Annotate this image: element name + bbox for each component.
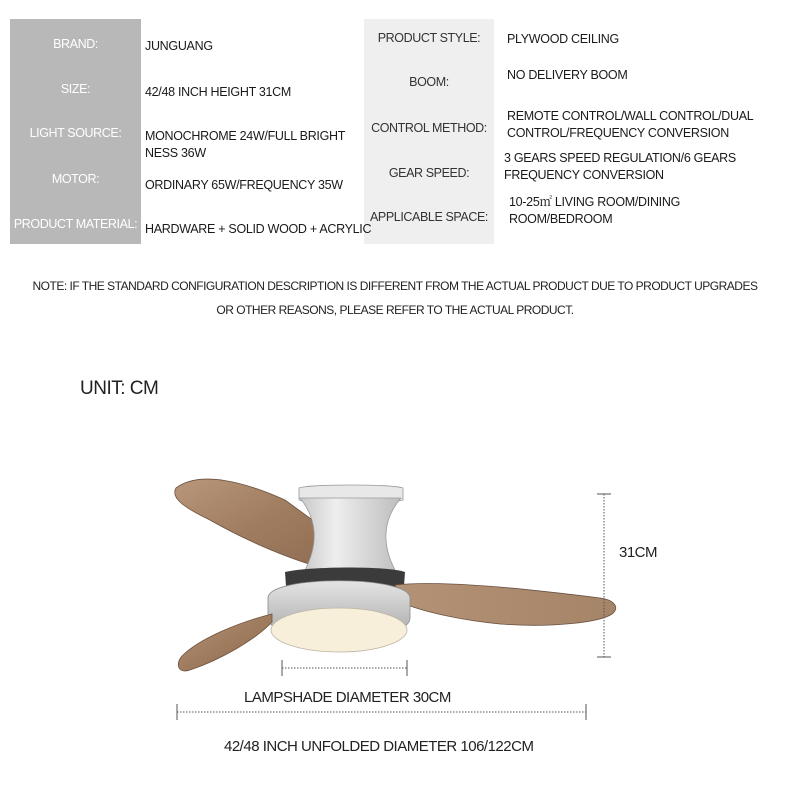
spec-value-boom: NO DELIVERY BOOM	[507, 68, 628, 82]
unit-label: UNIT: CM	[80, 378, 159, 399]
spec-value-product-material: HARDWARE + SOLID WOOD + ACRYLIC	[145, 222, 372, 236]
spec-label-brand: BRAND:	[53, 37, 98, 51]
spec-value-motor: ORDINARY 65W/FREQUENCY 35W	[145, 178, 343, 192]
spec-value-control-method: REMOTE CONTROL/WALL CONTROL/DUAL CONTROL/FREQUENCY CONVERSION	[507, 109, 753, 140]
height-dimension-label: 31CM	[619, 544, 658, 561]
spec-label-motor: MOTOR:	[51, 172, 100, 186]
spec-label-light-source: LIGHT SOURCE:	[29, 126, 122, 140]
note-line-2: OR OTHER REASONS, PLEASE REFER TO THE ACTUAL PRODUCT.	[216, 303, 574, 317]
spec-label-control-method: CONTROL METHOD:	[371, 121, 487, 135]
fan-blade-right	[395, 583, 616, 625]
fan-motor-housing	[300, 498, 401, 570]
lampshade-dimension-label: LAMPSHADE DIAMETER 30CM	[244, 689, 451, 706]
spec-value-light-source: MONOCHROME 24W/FULL BRIGHT NESS 36W	[145, 129, 345, 160]
spec-value-product-style: PLYWOOD CEILING	[507, 32, 619, 46]
spec-label-boom: BOOM:	[409, 75, 449, 89]
height-dimension-line	[597, 494, 611, 657]
spec-label-product-style: PRODUCT STYLE:	[377, 31, 481, 45]
fan-lampshade	[271, 608, 407, 652]
note-line-1: NOTE: IF THE STANDARD CONFIGURATION DESCRIPTION IS DIFFERENT FROM THE ACTUAL PRODUCT DUE TO PRODUCT UPGRADES	[32, 279, 758, 293]
spec-value-size: 42/48 INCH HEIGHT 31CM	[145, 85, 291, 99]
spec-label-applicable-space: APPLICABLE SPACE:	[369, 210, 489, 224]
lampshade-dimension-line	[282, 660, 407, 676]
spec-label-product-material: PRODUCT MATERIAL:	[13, 217, 138, 231]
spec-value-brand: JUNGUANG	[145, 39, 213, 53]
spec-label-size: SIZE:	[60, 82, 91, 96]
spec-label-gear-speed: GEAR SPEED:	[388, 166, 470, 180]
spec-value-applicable-space: 10-25㎡ LIVING ROOM/DINING ROOM/BEDROOM	[509, 195, 681, 226]
unfolded-dimension-label: 42/48 INCH UNFOLDED DIAMETER 106/122CM	[224, 738, 534, 755]
spec-value-gear-speed: 3 GEARS SPEED REGULATION/6 GEARS FREQUENCY CONVERSION	[504, 151, 736, 182]
unfolded-dimension-line	[177, 704, 586, 720]
fan-blade-front-left	[178, 614, 272, 671]
